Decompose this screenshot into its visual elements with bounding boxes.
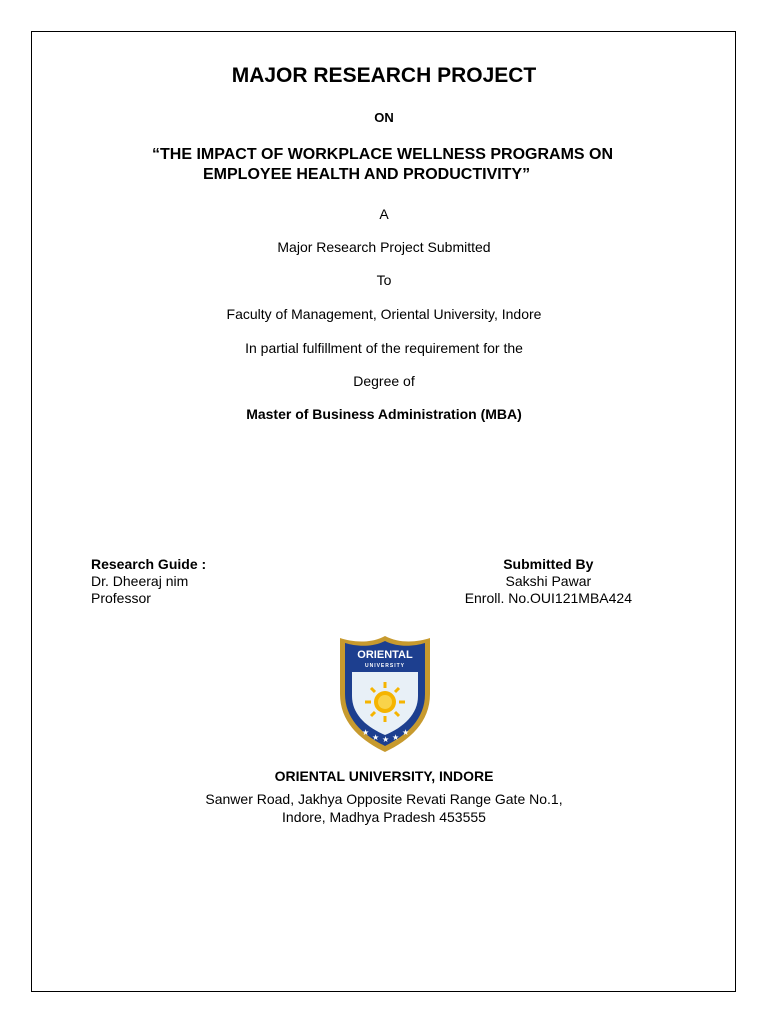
address-line-1: Sanwer Road, Jakhya Opposite Revati Range Gate No.1,: [205, 791, 563, 807]
on-label: ON: [374, 110, 394, 125]
university-logo: [338, 634, 432, 754]
svg-text:★: ★: [392, 733, 400, 742]
research-guide-heading: Research Guide :: [91, 556, 207, 572]
svg-text:★: ★: [362, 728, 370, 737]
sun-icon: [365, 682, 405, 722]
svg-text:★: ★: [402, 728, 410, 737]
svg-text:★: ★: [382, 735, 390, 744]
submitted-line: Major Research Project Submitted: [277, 239, 491, 255]
svg-text:★: ★: [372, 733, 380, 742]
submitted-by-block: [465, 556, 632, 607]
partial-fulfillment-line: In partial fulfillment of the requirement for the: [245, 340, 523, 356]
guide-designation: Professor: [91, 590, 151, 606]
submitted-by-heading: Submitted By: [503, 556, 594, 572]
degree-name: Master of Business Administration (MBA): [246, 406, 522, 422]
logo-text-sub: UNIVERSITY: [364, 663, 406, 669]
faculty-line: Faculty of Management, Oriental University, Indore: [226, 306, 542, 322]
research-guide-block: [91, 556, 206, 607]
enrollment-number: Enroll. No.OUI121MBA424: [464, 590, 632, 606]
document-title: MAJOR RESEARCH PROJECT: [231, 64, 537, 87]
university-name: ORIENTAL UNIVERSITY, INDORE: [274, 768, 494, 784]
degree-of-label: Degree of: [353, 373, 415, 389]
logo-text-main: ORIENTAL: [357, 649, 413, 661]
to-label: To: [376, 272, 392, 288]
topic-line-2: EMPLOYEE HEALTH AND PRODUCTIVITY”: [203, 166, 531, 183]
address-line-2: Indore, Madhya Pradesh 453555: [282, 809, 486, 825]
article-a: A: [379, 206, 389, 222]
shield-logo-icon: [338, 634, 432, 754]
topic-line-1: “THE IMPACT OF WORKPLACE WELLNESS PROGRAMS ON: [152, 146, 614, 163]
guide-name: Dr. Dheeraj nim: [91, 573, 189, 589]
submitter-name: Sakshi Pawar: [505, 573, 592, 589]
